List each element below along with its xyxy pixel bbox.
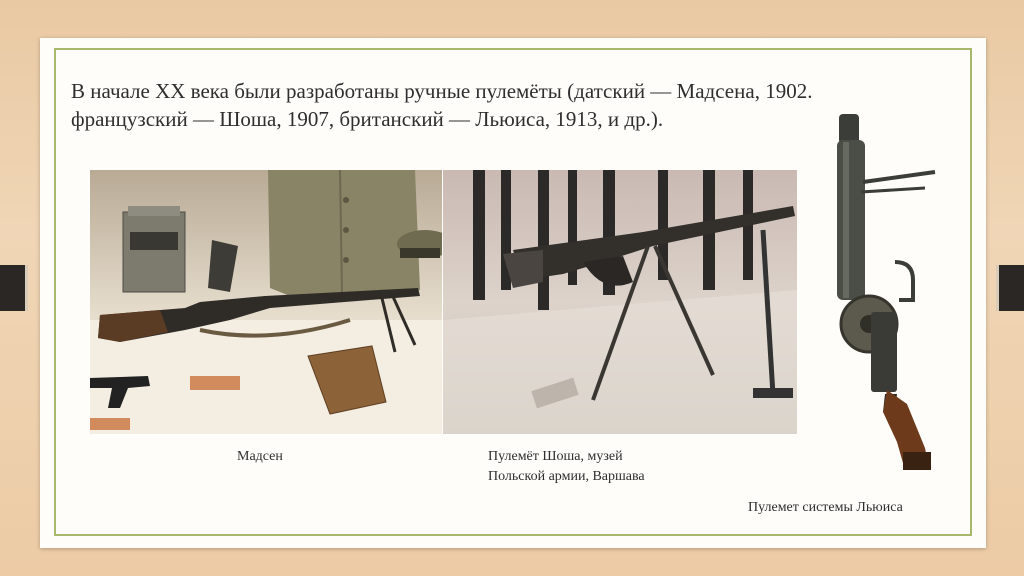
lewis-gun-illustration [825,112,945,472]
chauchat-illustration [443,170,797,434]
madsen-illustration [90,170,442,434]
left-side-tab [0,265,28,311]
lewis-gun-image [825,112,945,472]
caption-lewis: Пулемет системы Льюиса [748,500,903,515]
caption-chauchat-line-1: Пулемёт Шоша, музей [488,449,623,464]
caption-chauchat-line-2: Польской армии, Варшава [488,469,645,484]
chauchat-photo [443,170,797,434]
title-line-2: французский — Шоша, 1907, британский — Льюиса, 1913, и др.). [71,107,664,131]
caption-chauchat [488,447,718,487]
right-side-tab [996,265,1024,311]
slide-title [71,77,831,133]
caption-madsen: Мадсен [237,449,283,464]
title-line-1: В начале XX века были разработаны ручные пулемёты (датский — Мадсена, 1902. [71,79,813,103]
madsen-photo [90,170,442,434]
